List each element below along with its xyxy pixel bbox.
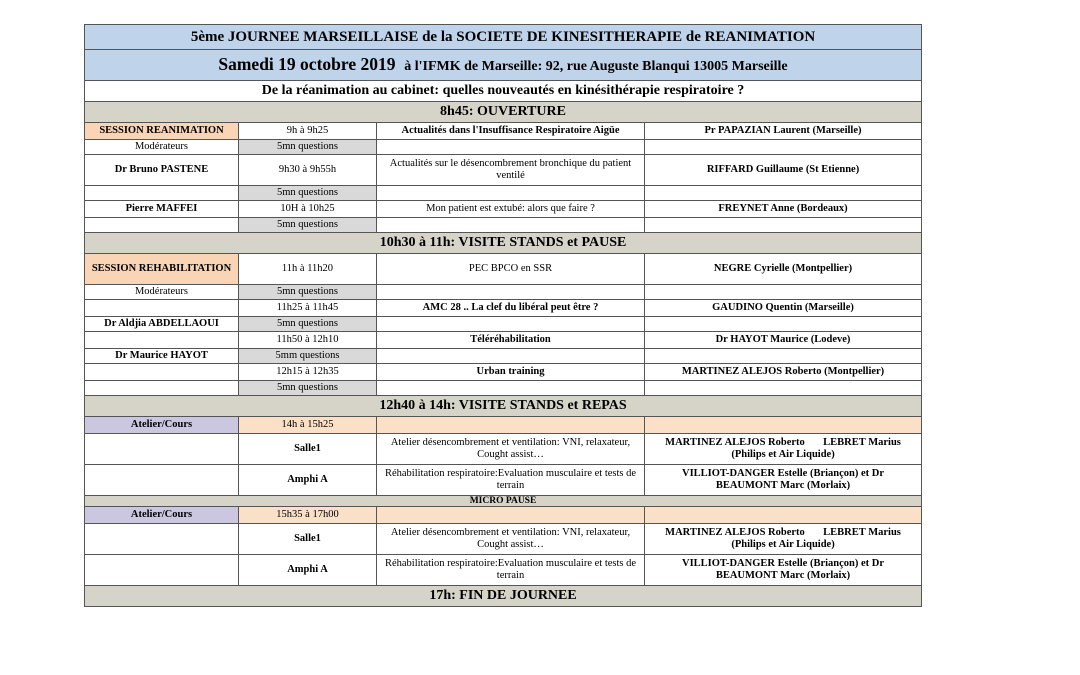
moderator-name: Dr Maurice HAYOT [85, 349, 239, 364]
talk-time: 11h25 à 11h45 [239, 300, 377, 317]
workshop-room: Amphi A [239, 555, 377, 586]
speaker-line: VILLIOT-DANGER Estelle (Briançon) et Dr [682, 468, 885, 479]
talk-time: 11h à 11h20 [239, 254, 377, 285]
workshop-title: Réhabilitation respiratoire:Evaluation musculaire et tests de terrain [377, 465, 645, 496]
session-reanimation-label: SESSION REANIMATION [85, 123, 239, 140]
empty-cell [377, 218, 645, 233]
speaker-line: MARTINEZ ALEJOS Roberto LEBRET Marius [665, 437, 901, 448]
event-title: 5ème JOURNEE MARSEILLAISE de la SOCIETE DE KINESITHERAPIE de REANIMATION [85, 25, 922, 50]
empty-cell [85, 300, 239, 317]
talk-title: Urban training [377, 364, 645, 381]
questions-slot: 5mn questions [239, 186, 377, 201]
talk-time: 10H à 10h25 [239, 201, 377, 218]
session-rehabilitation-label: SESSION REHABILITATION [85, 254, 239, 285]
empty-cell [645, 349, 922, 364]
workshop-title: Atelier désencombrement et ventilation: VNI, relaxateur, Cought assist… [377, 434, 645, 465]
speaker-line: BEAUMONT Marc (Morlaix) [715, 480, 851, 491]
workshop-room: Salle1 [239, 524, 377, 555]
talk-time: 9h30 à 9h55h [239, 155, 377, 186]
workshop-label: Atelier/Cours [85, 417, 239, 434]
empty-cell [377, 349, 645, 364]
empty-cell [645, 507, 922, 524]
talk-title: Actualités sur le désencombrement bronchique du patient ventilé [377, 155, 645, 186]
moderator-name: Pierre MAFFEI [85, 201, 239, 218]
empty-cell [645, 285, 922, 300]
empty-cell [377, 507, 645, 524]
event-date-location [85, 50, 922, 81]
workshop-speaker [645, 524, 922, 555]
empty-cell [645, 317, 922, 332]
event-theme: De la réanimation au cabinet: quelles nouveautés en kinésithérapie respiratoire ? [85, 81, 922, 102]
empty-cell [645, 381, 922, 396]
empty-cell [85, 524, 239, 555]
talk-speaker: FREYNET Anne (Bordeaux) [645, 201, 922, 218]
workshop-room: Salle1 [239, 434, 377, 465]
talk-speaker: MARTINEZ ALEJOS Roberto (Montpellier) [645, 364, 922, 381]
talk-title: Téléréhabilitation [377, 332, 645, 349]
moderator-name: Dr Bruno PASTENE [85, 155, 239, 186]
workshop-speaker [645, 465, 922, 496]
speaker-line: (Philips et Air Liquide) [731, 449, 835, 460]
speaker-line: (Philips et Air Liquide) [731, 539, 835, 550]
workshop-title: Atelier désencombrement et ventilation: VNI, relaxateur, Cought assist… [377, 524, 645, 555]
questions-slot: 5mn questions [239, 218, 377, 233]
speaker-line: VILLIOT-DANGER Estelle (Briançon) et Dr [682, 558, 885, 569]
closing-band: 17h: FIN DE JOURNEE [85, 586, 922, 607]
moderator-name: Dr Aldjia ABDELLAOUI [85, 317, 239, 332]
talk-speaker: Dr HAYOT Maurice (Lodeve) [645, 332, 922, 349]
event-date: Samedi 19 octobre 2019 [218, 53, 396, 74]
empty-cell [377, 381, 645, 396]
break-band: 12h40 à 14h: VISITE STANDS et REPAS [85, 396, 922, 417]
empty-cell [377, 186, 645, 201]
empty-cell [85, 332, 239, 349]
empty-cell [377, 140, 645, 155]
speaker-line: BEAUMONT Marc (Morlaix) [715, 570, 851, 581]
talk-title: PEC BPCO en SSR [377, 254, 645, 285]
talk-title: Mon patient est extubé: alors que faire ? [377, 201, 645, 218]
workshop-title: Réhabilitation respiratoire:Evaluation musculaire et tests de terrain [377, 555, 645, 586]
workshop-speaker [645, 555, 922, 586]
workshop-time: 15h35 à 17h00 [239, 507, 377, 524]
workshop-label: Atelier/Cours [85, 507, 239, 524]
talk-time: 12h15 à 12h35 [239, 364, 377, 381]
talk-speaker: NEGRE Cyrielle (Montpellier) [645, 254, 922, 285]
empty-cell [645, 218, 922, 233]
questions-slot: 5mm questions [239, 349, 377, 364]
empty-cell [85, 364, 239, 381]
empty-cell [377, 417, 645, 434]
moderators-label: Modérateurs [85, 285, 239, 300]
talk-time: 11h50 à 12h10 [239, 332, 377, 349]
moderators-label: Modérateurs [85, 140, 239, 155]
questions-slot: 5mn questions [239, 285, 377, 300]
empty-cell [85, 465, 239, 496]
empty-cell [645, 186, 922, 201]
talk-title: AMC 28 .. La clef du libéral peut être ? [377, 300, 645, 317]
talk-title: Actualités dans l'Insuffisance Respiratoire Aigüe [377, 123, 645, 140]
speaker-line: MARTINEZ ALEJOS Roberto LEBRET Marius [665, 527, 901, 538]
empty-cell [377, 317, 645, 332]
opening-band: 8h45: OUVERTURE [85, 102, 922, 123]
empty-cell [645, 417, 922, 434]
empty-cell [645, 140, 922, 155]
questions-slot: 5mn questions [239, 381, 377, 396]
talk-speaker: RIFFARD Guillaume (St Etienne) [645, 155, 922, 186]
empty-cell [85, 381, 239, 396]
break-band: 10h30 à 11h: VISITE STANDS et PAUSE [85, 233, 922, 254]
empty-cell [85, 186, 239, 201]
empty-cell [85, 555, 239, 586]
talk-time: 9h à 9h25 [239, 123, 377, 140]
workshop-time: 14h à 15h25 [239, 417, 377, 434]
empty-cell [85, 218, 239, 233]
micro-pause-band: MICRO PAUSE [85, 496, 922, 507]
talk-speaker: GAUDINO Quentin (Marseille) [645, 300, 922, 317]
workshop-room: Amphi A [239, 465, 377, 496]
empty-cell [377, 285, 645, 300]
workshop-speaker [645, 434, 922, 465]
empty-cell [85, 434, 239, 465]
event-location: à l'IFMK de Marseille: 92, rue Auguste Blanqui 13005 Marseille [404, 58, 788, 74]
talk-speaker: Pr PAPAZIAN Laurent (Marseille) [645, 123, 922, 140]
questions-slot: 5mn questions [239, 317, 377, 332]
questions-slot: 5mn questions [239, 140, 377, 155]
program-table [84, 24, 922, 607]
